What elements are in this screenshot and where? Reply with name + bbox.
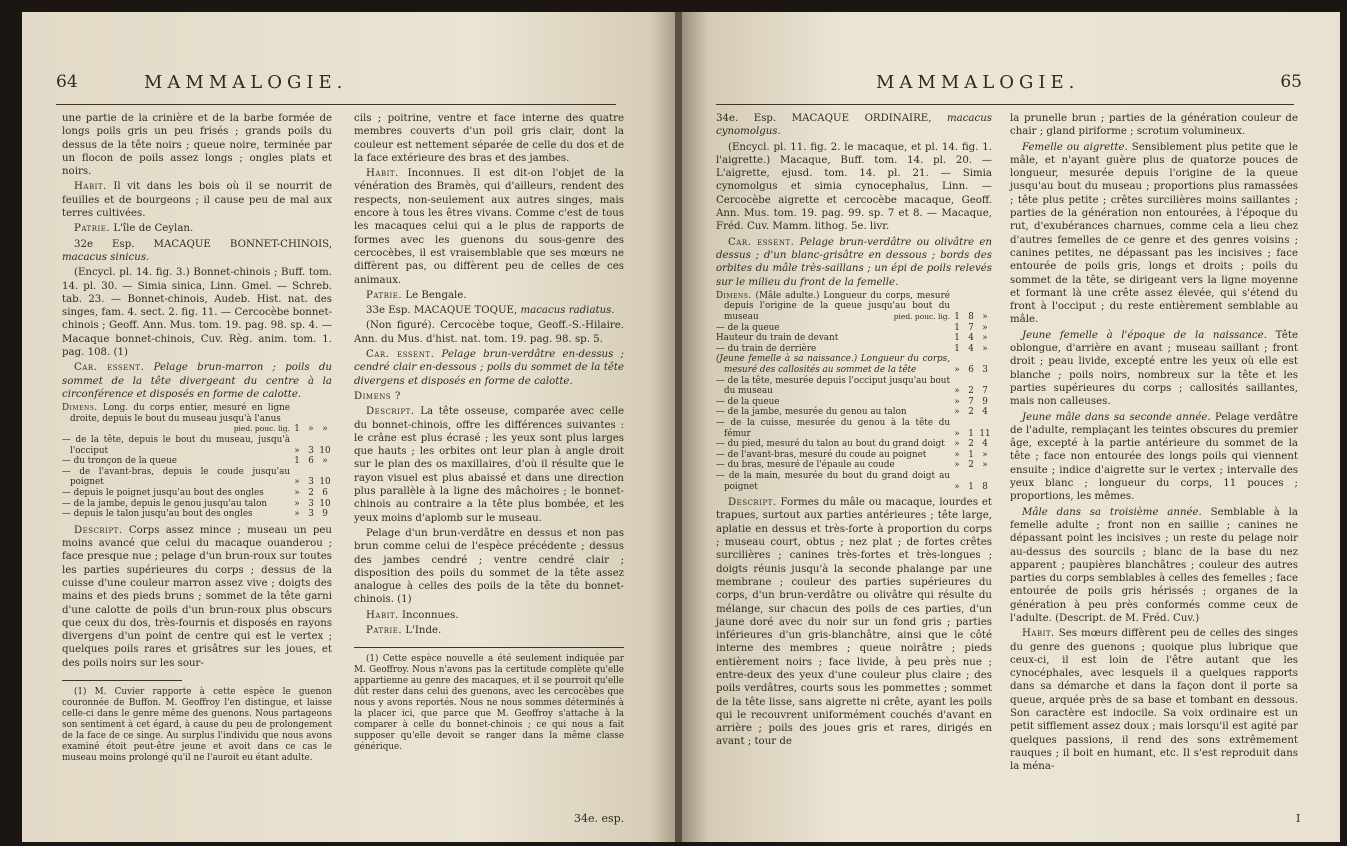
- car-text: Pelage brun-marron ; poils du sommet de la tête divergeant du centre à la circonférence et disposés en forme de calotte.: [62, 362, 332, 400]
- descript-text: Corps assez mince ; museau un peu moins avancé que celui du macaque ouanderou ; face presque nue ; pelage d'un brun-roux sur toutes les parties supérieures du corps ; dessus de la cuisse d'une couleur marron assez vive ; doigts des mains et des pieds bruns ; sommet de la tête garni d'une calotte de poils d'un brun-roux plus obscurs que ceux du dos, très-fournis et disposés en rayons divergens d'un point de centre qui est le vertex ; quelques poils rares et grisâtres sur les joues, et des poils noirs sur les sour-: [62, 524, 332, 669]
- patrie-paragraph: [354, 289, 624, 302]
- car-label: Car. essent.: [366, 349, 435, 361]
- measure-value: 6: [322, 487, 328, 498]
- measure-value: 2: [308, 487, 314, 498]
- jeune2-text: Pelage verdâtre de l'adulte, remplaçant les teintes obscures du premier âge, excepté à la partie antérieure du sommet de la tête ; face non entourée des longs poils qui viennent ensuite ; indice d'aigrette sur le vertex ; intervalle des yeux blanc ; longueur du corps, 11 pouces ; proportions, les mêmes.: [1010, 411, 1298, 503]
- footnote-rule: [62, 680, 182, 681]
- measure-value: 1: [294, 424, 300, 435]
- measure-value: 4: [968, 343, 974, 354]
- measure-label: — de la jambe, mesurée du genou au talon: [716, 407, 907, 418]
- habit-text: Inconnues. Il est dit-on l'objet de la vénération des Bramès, qui d'ailleurs, rendent des respects, non-seulement aux autres singes, mais encore à tous les êtres vivans. Comme c'est de tous les macaques celui qui a le plus de rapports de formes avec les guenons du sous-genre des cercocèbes, il est vraisemblable que ses mœurs ne diffèrent pas, ou diffèrent peu de celles de ces animaux.: [354, 168, 624, 286]
- measure-label: Hauteur du train de devant: [716, 333, 839, 344]
- measure-value: 2: [968, 386, 974, 397]
- measure-value: »: [982, 312, 988, 323]
- dimens-label: Dimens ?: [354, 390, 401, 402]
- measure-rows: [716, 376, 992, 493]
- measure-value: »: [954, 396, 960, 407]
- measure-row: [716, 323, 992, 334]
- measure-value: 7: [982, 386, 988, 397]
- measure-value: »: [308, 424, 314, 435]
- measure-value: 2: [968, 407, 974, 418]
- habit-label: Habit.: [366, 609, 399, 621]
- right-column-1: [716, 112, 992, 751]
- measure-label: — depuis le talon jusqu'au bout des ongles: [62, 509, 253, 520]
- patrie-label: Patrie.: [366, 624, 403, 636]
- measure-row: [716, 418, 992, 439]
- footnote: (1) Cette espèce nouvelle a été seulement indiquée par M. Geoffroy. Nous n'avons pas la certitude complète qu'elle appartienne au genre des macaques, et il se pourroit qu'elle dût rester dans celui des guenons, avec les cercocèbes que nous y avons reportés. Nous ne nous sommes déterminés à la placer ici, que parce que M. Geoffroy s'attache à la comparer à celle du bonnet-chinois ; ce qui nous a fait supposer qu'elle devoit se ranger dans la même classe générique.: [354, 654, 624, 753]
- catchword: 34e. esp.: [574, 812, 625, 825]
- measure-value: 1: [294, 456, 300, 467]
- measure-value: »: [322, 424, 328, 435]
- jeune-label: Jeune femelle à l'époque de la naissance.: [1022, 329, 1267, 341]
- patrie-text: Le Bengale.: [405, 289, 467, 301]
- measure-row: [62, 467, 332, 488]
- descript-paragraph: [62, 524, 332, 670]
- units-header: pied. pouc. lig.: [233, 424, 290, 434]
- measure-value: 6: [968, 365, 974, 376]
- measure-label: — du train de derrière: [716, 343, 817, 354]
- jeune-paragraph: [1010, 329, 1298, 409]
- species-latin: macacus radiatus.: [520, 305, 615, 317]
- measure-value: 7: [968, 396, 974, 407]
- measure-label: — de la tête, depuis le bout du museau, jusqu'à l'occiput: [62, 435, 290, 456]
- measure-value: 4: [982, 407, 988, 418]
- measure-value: 1: [968, 449, 974, 460]
- right-column-2: [1010, 112, 1298, 776]
- measure-row: [716, 450, 992, 461]
- patrie-paragraph: [354, 624, 624, 637]
- dimens-text: (Mâle adulte.) Longueur du corps, mesuré depuis l'origine de la queue jusqu'au bout du museau: [724, 290, 951, 323]
- measure-row: [716, 333, 992, 344]
- car-label: Car. essent.: [74, 362, 145, 374]
- jeune2-paragraph: [1010, 411, 1298, 504]
- femelle-text: Sensiblement plus petite que le mâle, et n'ayant guère plus de quatorze pouces de longueur, mesurée depuis l'origine de la queue jusqu'au bout du museau ; proportions plus ramassées ; tête plus petite ; crêtes surcilières moins saillantes ; parties de la génération non entourées, à l'époque du rut, d'exubérances charnues, comme cela a lieu chez d'autres femelles de ce genre et des genres voisins ; canines petites, ne dépassant pas les incisives ; face entourée de poils gris, longs et droits ; poils du sommet de la tête, se dirigeant vers la ligne moyenne et formant là une crête assez élevée, qui s'étend du front à l'occiput ; du reste entièrement semblable au mâle.: [1010, 141, 1298, 326]
- habit-paragraph: [354, 167, 624, 287]
- habit-text: Inconnues.: [402, 609, 459, 621]
- measure-value: »: [294, 498, 300, 509]
- habit-paragraph: [354, 609, 624, 622]
- male3-label: Mâle dans sa troisième année.: [1022, 506, 1202, 518]
- measure-label: — de la queue: [716, 322, 780, 333]
- measure-value: 3: [308, 498, 314, 509]
- car-text: Pelage brun-verdâtre ou olivâtre en dessus ; d'un blanc-grisâtre en dessous ; bords des orbites du mâle très-saillans ; un épi de poils relevés sur le milieu du front de la femelle.: [716, 236, 992, 288]
- measure-value: 8: [968, 312, 974, 323]
- measure-row: [716, 460, 992, 471]
- descript-text: La tête osseuse, comparée avec celle du bonnet-chinois, offre les différences suivantes : le crâne est plus écrasé ; les yeux sont plus larges que hauts ; les orbites ont leur plan à angle droit sur le plan des os maxillaires, d'où il résulte que le rayon visuel est plus abaissé et dans une direction plus parallèle à la ligne des mâchoires ; le bonnet-chinois au contraire a la tête plus bombée, et les yeux moins d'aplomb sur le museau.: [354, 406, 624, 524]
- measure-value: »: [294, 509, 300, 520]
- measure-value: »: [954, 460, 960, 471]
- measure-value: 8: [982, 481, 988, 492]
- patrie-text: L'Inde.: [405, 624, 442, 636]
- units-header: pied. pouc. lig.: [893, 312, 950, 322]
- measure-value: 3: [982, 365, 988, 376]
- car-text: Pelage brun-verdâtre en-dessus ; cendré clair en-dessous ; poils du sommet de la tête divergens et disposés en forme de calotte.: [354, 349, 624, 387]
- measure-label: [62, 403, 290, 435]
- species-heading: [62, 238, 332, 265]
- descript-paragraph: [354, 405, 624, 525]
- patrie-text: L'île de Ceylan.: [113, 223, 194, 235]
- femelle-paragraph: [1010, 141, 1298, 327]
- descript-label: Descript.: [728, 497, 777, 509]
- page-number: 65: [1280, 72, 1302, 92]
- measure-value: »: [954, 428, 960, 439]
- left-column-2: [354, 112, 624, 755]
- measure-value: 6: [308, 456, 314, 467]
- measure-label: — de l'avant-bras, depuis le coude jusqu'au poignet: [62, 466, 290, 488]
- measure-value: 11: [979, 428, 991, 439]
- species-title: 34e. Esp. MACAQUE ORDINAIRE,: [716, 113, 932, 124]
- measure-row: [62, 456, 332, 467]
- measure-value: »: [954, 449, 960, 460]
- running-title: MAMMALOGIE.: [144, 72, 348, 93]
- measure-row: [62, 403, 332, 435]
- measure-value: »: [982, 460, 988, 471]
- measure-value: »: [982, 322, 988, 333]
- measure-value: 9: [322, 509, 328, 520]
- measure-value: 2: [968, 460, 974, 471]
- habit-label: Habit.: [366, 168, 399, 180]
- measure-value: 10: [319, 477, 331, 488]
- measure-row: [716, 376, 992, 397]
- left-column-1: [62, 112, 332, 766]
- measure-value: 9: [982, 396, 988, 407]
- habit-paragraph: [62, 180, 332, 220]
- measure-label: — de la queue: [716, 396, 780, 407]
- car-paragraph: [716, 236, 992, 289]
- synonymy: (Non figuré). Cercocèbe toque, Geoff.-S.-Hilaire. Ann. du Mus. d'hist. nat. tom. 19. pag. 98. sp. 5.: [354, 320, 624, 345]
- jeune-text: Tête oblongue, d'arrière en avant ; museau saillant ; front droit ; peau livide, excepté entre les yeux où elle est blanche ; poils noirs, nombreux sur la tête et les parties supérieures du corps ; callosités saillantes, mais non calleuses.: [1010, 329, 1298, 408]
- measure-label: — du bras, mesuré de l'épaule au coude: [716, 460, 895, 471]
- pelage-paragraph: Pelage d'un brun-verdâtre en dessus et non pas brun comme celui de l'espèce précédente ; dessus des jambes cendré ; ventre cendré clair ; disposition des poils du sommet de la tête assez analogue à celles des poils de la tête du bonnet-chinois. (1): [354, 527, 624, 606]
- measure-value: 2: [968, 439, 974, 450]
- measure-label: — du tronçon de la queue: [62, 456, 177, 467]
- measure-row: [716, 291, 992, 323]
- habit-text: Il vit dans les bois où il se nourrit de feuilles et de bourgeons ; il cause peu de mal aux terres cultivées.: [62, 181, 332, 220]
- right-page: [682, 12, 1340, 842]
- femelle-label: Femelle ou aigrette.: [1022, 141, 1128, 153]
- page-number: 64: [56, 72, 78, 92]
- measure-value: »: [322, 456, 328, 467]
- measure-value: 1: [954, 312, 960, 323]
- measure-value: 1: [954, 343, 960, 354]
- measure-value: »: [294, 477, 300, 488]
- measure-value: 10: [319, 498, 331, 509]
- car-paragraph: [62, 361, 332, 401]
- measure-label: — de l'avant-bras, mesuré du coude au poignet: [716, 449, 927, 460]
- measure-rows: [62, 435, 332, 520]
- measure-value: 1: [968, 481, 974, 492]
- measure-label: — de la jambe, depuis le genou jusqu'au talon: [62, 498, 268, 509]
- measure-value: 1: [968, 428, 974, 439]
- measure-value: 1: [954, 322, 960, 333]
- left-page: [22, 12, 677, 842]
- measure-row: [716, 439, 992, 450]
- species-heading: [716, 112, 992, 139]
- measure-label: — depuis le poignet jusqu'au bout des ongles: [62, 487, 264, 498]
- measure-label: — de la tête, mesurée depuis l'occiput jusqu'au bout du museau: [716, 375, 950, 397]
- measure-value: 10: [319, 445, 331, 456]
- measure-label: — de la cuisse, mesurée du genou à la tête du fémur: [716, 417, 950, 439]
- measure-value: »: [294, 487, 300, 498]
- measure-row: [62, 499, 332, 510]
- measure-row: [716, 407, 992, 418]
- measure-value: »: [982, 333, 988, 344]
- dimens-label: Dimens.: [716, 290, 752, 301]
- signature-mark: I: [1296, 812, 1301, 825]
- species-title: 33e Esp. MACAQUE TOQUE,: [366, 305, 518, 317]
- right-page-header: [682, 72, 1340, 96]
- measure-value: »: [954, 407, 960, 418]
- patrie-label: Patrie.: [366, 289, 403, 301]
- descript-label: Descript.: [74, 524, 123, 536]
- measure-row: [716, 354, 992, 375]
- paragraph: cils ; poitrine, ventre et face interne des quatre membres couverts d'un poil gris clair, dont la couleur est nettement séparée de celle du dos et de la face extérieure des bras et des jambes.: [354, 113, 624, 164]
- descript-label: Descript.: [366, 406, 415, 418]
- header-rule: [56, 104, 616, 105]
- book-spread: [22, 12, 1340, 842]
- measure-label: [716, 291, 950, 323]
- car-paragraph: [354, 348, 624, 388]
- species-title: 32e Esp. MACAQUE BONNET-CHINOIS,: [74, 238, 332, 250]
- measure-row: [716, 471, 992, 492]
- left-page-header: [22, 72, 677, 96]
- habit-paragraph: [1010, 627, 1298, 773]
- measurements-table: [716, 291, 992, 492]
- measure-value: 3: [308, 477, 314, 488]
- descript-text: Formes du mâle ou macaque, lourdes et trapues, surtout aux parties antérieures ; tête large, aplatie en dessus et très-forte à proportion du corps ; museau court, obtus ; nez plat ; de fortes crêtes surcilières ; canines très-fortes et très-longues ; doigts réunis jusqu'à la seconde phalange par une membrane ; couleur des parties supérieures du corps, d'un brun-verdâtre ou olivâtre qui résulte du mélange, sur chacun des poils de ces parties, d'un jaune doré avec du noir sur un fond gris ; parties inférieures d'un gris-blanchâtre, ainsi que le côté interne des membres ; queue noirâtre ; pieds entièrement noirs ; face livide, à peu près nue ; entre-deux des yeux d'une couleur plus claire ; des poils verdâtres, courts sous les pommettes ; sommet de la tête lisse, sans aigrette ni crête, ayant les poils qui le recouvrent uniformément couchés d'avant en arrière ; poils des joues gris et rares, dirigés en avant ; tour de: [716, 497, 992, 748]
- measure-value: »: [294, 445, 300, 456]
- dimens-text: Long. du corps entier, mesuré en ligne droite, depuis le bout du museau jusqu'à l'anus: [70, 403, 291, 424]
- footnote: (1) M. Cuvier rapporte à cette espèce le guenon couronnée de Buffon. M. Geoffroy l'en distingue, et laisse celle-ci dans le genre même des guenons. Nous partageons son sentiment à cet égard, à cause du peu de prolongement de la face de ce singe. Au surplus l'individu que nous avons examiné étoit peut-être jeune et avoit dans ce cas le museau moins prolongé qu'il ne l'auroit eu étant adulte.: [62, 687, 332, 764]
- habit-label: Habit.: [1022, 628, 1055, 640]
- habit-text: Ses mœurs diffèrent peu de celles des singes du genre des guenons ; quoique plus lubrique que ceux-ci, il est loin de l'être autant que les cynocéphales, avec lesquels il a quelques rapports dans sa démarche et dans la façon dont il porte sa queue, arquée près de sa base et tombant en dessous. Son caractère est indocile. Sa voix ordinaire est un petit sifflement assez doux ; mais lorsqu'il est agité par quelques passions, il rend des sons extrêmement rauques ; il boit en humant, etc. Il s'est reproduit dans la ména-: [1010, 628, 1298, 773]
- species-heading: [354, 304, 624, 317]
- measure-value: 7: [968, 322, 974, 333]
- measure-label: — du pied, mesuré du talon au bout du grand doigt: [716, 439, 945, 450]
- measure-row: [62, 435, 332, 456]
- paragraph: une partie de la crinière et de la barbe formée de longs poils gris un peu frisés ; grands poils du dessus de la tête noirs ; queue noire, terminée par un flocon de poils assez longs ; ongles plats et noirs.: [62, 113, 332, 178]
- measure-rows: [716, 323, 992, 355]
- footnote-rule: [354, 647, 624, 648]
- measure-label: — de la main, mesurée du bout du grand doigt au poignet: [716, 470, 950, 492]
- measure-value: 4: [982, 439, 988, 450]
- measure-value: 3: [308, 445, 314, 456]
- measure-row: [62, 509, 332, 520]
- measure-row: [62, 488, 332, 499]
- species-latin: macacus cynomolgus.: [716, 113, 992, 138]
- dimens-label: Dimens.: [62, 403, 98, 414]
- measure-value: »: [954, 481, 960, 492]
- measure-value: 4: [968, 333, 974, 344]
- paragraph: la prunelle brun ; parties de la génération couleur de chair ; gland piriforme ; scrotum volumineux.: [1010, 113, 1298, 138]
- jeune2-label: Jeune mâle dans sa seconde année.: [1022, 411, 1211, 423]
- measure-value: »: [954, 386, 960, 397]
- habit-label: Habit.: [74, 181, 107, 193]
- patrie-paragraph: [62, 222, 332, 235]
- measure-value: »: [982, 343, 988, 354]
- measure-value: »: [954, 439, 960, 450]
- header-rule: [716, 104, 1294, 105]
- measure-value: 1: [954, 333, 960, 344]
- synonymy: (Encycl. pl. 11. fig. 2. le macaque, et pl. 14. fig. 1. l'aigrette.) Macaque, Buff. tom. 14. pl. 20. — L'aigrette, ejusd. tom. 14. pl. 21. — Simia cynomolgus et simia cynocephalus, Linn. — Cercocèbe aigrette et cercocèbe macaque, Geoff. Ann. Mus. tom. 19. pag. 99. sp. 7 et 8. — Macaque, Fréd. Cuv. Mamm. lithog. 5e. livr.: [716, 141, 992, 233]
- descript-paragraph: [716, 496, 992, 749]
- measure-label: (Jeune femelle à sa naissance.) Longueur du corps, mesuré des callosités au sommet de la tête: [716, 354, 950, 376]
- patrie-label: Patrie.: [74, 223, 111, 235]
- measure-value: »: [954, 365, 960, 376]
- car-label: Car. essent.: [728, 236, 795, 248]
- male3-text: Semblable à la femelle adulte ; front non en saillie ; canines ne dépassant point les incisives ; un reste du pelage noir au-dessus des sourcils ; blanc de la base du nez apparent ; paupières blanchâtres ; couleur des autres parties du corps semblables à celles des femelles ; face entourée de poils gris hérissés ; organes de la génération à peu près conformés comme ceux de l'adulte. (Descript. de M. Fréd. Cuv.): [1010, 506, 1298, 624]
- synonymy: (Encycl. pl. 14. fig. 3.) Bonnet-chinois ; Buff. tom. 14. pl. 30. — Simia sinica, Linn. Gmel. — Schreb. tab. 23. — Bonnet-chinois, Audeb. Hist. nat. des singes, fam. 4. sect. 2. fig. 11. — Cercocèbe bonnet-chinois ; Geoff. Ann. Mus. tom. 19. pag. 98. sp. 4. — Macaque bonnet-chinois, Cuv. Règ. anim. tom. 1. pag. 108. (1): [62, 267, 332, 359]
- running-title: MAMMALOGIE.: [876, 72, 1080, 93]
- measure-row: [716, 397, 992, 408]
- measurements-table: [62, 403, 332, 520]
- measure-value: »: [982, 449, 988, 460]
- species-latin: macacus sinicus.: [62, 251, 150, 263]
- measure-row: [716, 344, 992, 355]
- measure-value: 3: [308, 509, 314, 520]
- male3-paragraph: [1010, 506, 1298, 626]
